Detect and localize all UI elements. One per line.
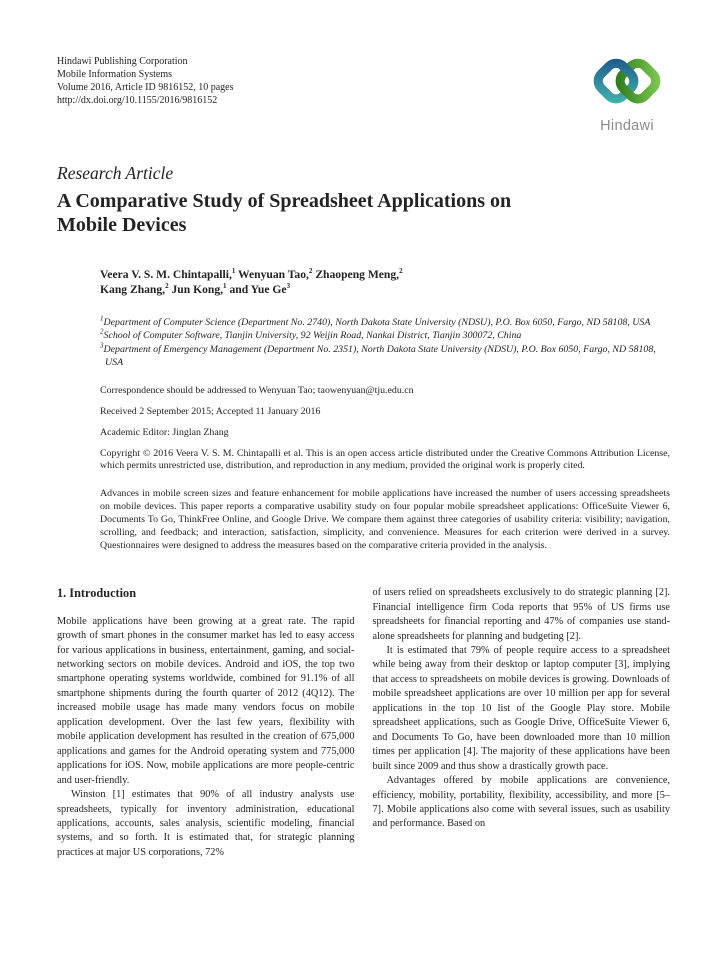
front-matter	[100, 267, 670, 552]
column-left-body	[57, 615, 355, 861]
academic-editor-line: Academic Editor: Jinglan Zhang	[100, 426, 229, 438]
journal-name: Mobile Information Systems	[57, 69, 172, 80]
paragraph: Advantages offered by mobile applications are convenience, efficiency, mobility, portability, flexibility, accessibility, and more [5–7]. Mobile applications also come with several issues, such as usability and performance. Based on	[372, 775, 670, 830]
author-line: Veera V. S. M. Chintapalli,$^1$ Wenyuan Tao,$^2$ Zhaopeng Meng,$^2$	[100, 267, 403, 281]
author-line: Kang Zhang,$^2$ Jun Kong,$^1$ and Yue Ge$^3$	[100, 282, 291, 296]
paragraph: It is estimated that 79% of people require access to a spreadsheet while being away from their desktop or laptop computer [3], implying that access to spreadsheets on mobile devices is growing. Downloads of mobile spreadsheet applications are over 10 million per app for several applications in the top 10 list of the Google Play store. Mobile spreadsheet applications, such as Google Drive, OfficeSuite Viewer 6, and Documents To Go, have been downloaded more than 10 million times per application [4]. The majority of these applications have been built since 2009 and thus show a drastically growth pace.	[372, 645, 670, 772]
section-heading-introduction: 1. Introduction	[57, 586, 137, 601]
column-left	[57, 586, 355, 860]
affiliation: $^1$Department of Computer Science (Department No. 2740), North Dakota State University (NDSU), P.O. Box 6050, Fargo, ND 58108, USA	[100, 314, 651, 328]
hindawi-logo	[584, 49, 670, 134]
title-line-1: A Comparative Study of Spreadsheet Applications on	[57, 190, 512, 212]
publisher-block	[57, 55, 670, 107]
paragraph: Winston [1] estimates that 90% of all industry analysts use spreadsheets, typically for inventory administration, educational applications, accounts, sales analysis, scientific modeling, financial systems, and so forth. It is estimated that, for strategic planning practices at major US corporations, 72%	[57, 789, 355, 858]
paragraph: of users relied on spreadsheets exclusively to do strategic planning [2]. Financial intelligence firm Coda reports that 95% of US firms use spreadsheets for financial reporting and 47% of companies use stand-alone spreadsheets for planning and budgeting [2].	[372, 587, 670, 642]
title-line-2: Mobile Devices	[57, 214, 187, 236]
affiliation: $^3$Department of Emergency Management (Department No. 2351), North Dakota State University (NDSU), P.O. Box 6050, Fargo, ND 58108, USA	[100, 341, 656, 369]
abstract-text: Advances in mobile screen sizes and feature enhancement for mobile applications have increased the number of users accessing spreadsheets on mobile devices. This paper reports a comparative usability study on four popular mobile spreadsheet applications: OfficeSuite Viewer 6, Documents To Go, ThinkFree Online, and Google Drive. We compare them against three categories of usability criteria: visibility; navigation, scrolling, and feedback; and interaction, satisfaction, simplicity, and convenience. Measures for each criterion were derived in a survey. Questionnaires were designed to address the measures based on the comparative criteria provided in the analysis.	[100, 488, 670, 552]
body-columns	[57, 586, 670, 860]
correspondence-line: Correspondence should be addressed to Wenyuan Tao; taowenyuan@tju.edu.cn	[100, 384, 414, 396]
column-right	[373, 586, 671, 860]
article-type-label: Research Article	[57, 163, 174, 183]
page-title	[57, 189, 670, 237]
copyright-notice: Copyright © 2016 Veera V. S. M. Chintapalli et al. This is an open access article distributed under the Creative Commons Attribution License, which permits unrestricted use, distribution, and reproduction in any medium, provided the original work is properly cited.	[100, 447, 670, 472]
hindawi-logo-icon	[585, 49, 669, 115]
doi-url: http://dx.doi.org/10.1155/2016/9816152	[57, 95, 218, 106]
hindawi-wordmark: Hindawi	[600, 118, 654, 134]
volume-info: Volume 2016, Article ID 9816152, 10 pages	[57, 82, 234, 93]
publisher-name: Hindawi Publishing Corporation	[57, 56, 188, 67]
author-lines	[100, 267, 670, 297]
affiliation: $^2$School of Computer Software, Tianjin University, 92 Weijin Road, Nankai District, Tianjin 300072, China	[100, 328, 522, 342]
received-line: Received 2 September 2015; Accepted 11 January 2016	[100, 405, 321, 417]
column-right-body	[373, 586, 671, 832]
affiliations	[100, 316, 670, 370]
paragraph: Mobile applications have been growing at a great rate. The rapid growth of smart phones in the consumer market has led to easy access for various applications in business, entertainment, gaming, and social-networking sectors on mobile devices. Android and iOS, the top two smartphone operating systems worldwide, combined for 91.1% of all smartphone shipments during the fourth quarter of 2012 (4Q12). The increased mobile usage has made many vendors focus on mobile application development. Over the last few years, flexibility with mobile application development has resulted in the creation of 675,000 applications and games for the Android operating system and 775,000 applications for iOS. Now, mobile applications are more people-centric and user-friendly.	[57, 615, 355, 786]
journal-header	[57, 55, 670, 163]
